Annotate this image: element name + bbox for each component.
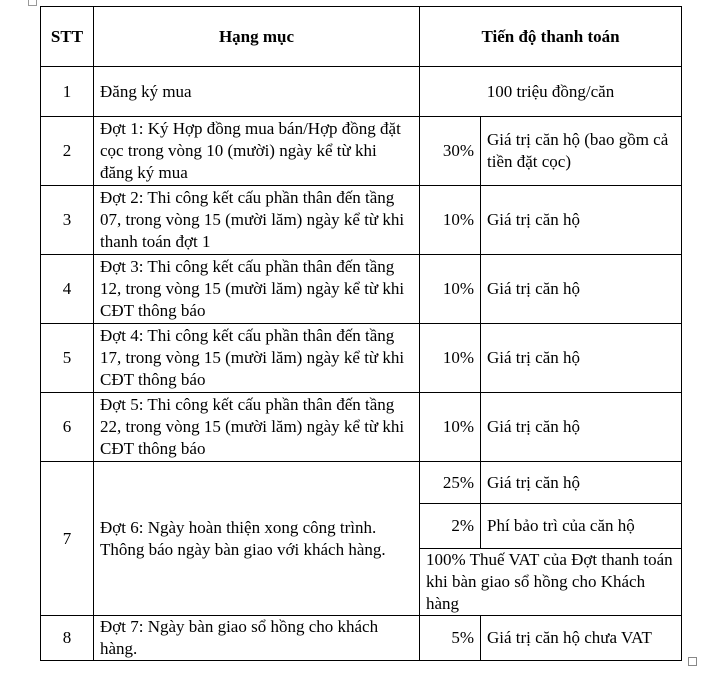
table-row (41, 255, 682, 324)
row-stt: 1 (41, 67, 94, 117)
row-stt: 2 (41, 117, 94, 186)
row-category: Đợt 7: Ngày bàn giao sổ hồng cho khách hàng. (94, 616, 420, 661)
row-category: Đăng ký mua (94, 67, 420, 117)
table-row (41, 324, 682, 393)
row-percent: 10% (420, 393, 481, 462)
row-category: Đợt 2: Thi công kết cấu phần thân đến tầng 07, trong vòng 15 (mười lăm) ngày kể từ khi thanh toán đợt 1 (94, 186, 420, 255)
row-stt: 5 (41, 324, 94, 393)
table-row (41, 186, 682, 255)
row-stt: 7 (41, 462, 94, 616)
row-description: Giá trị căn hộ (481, 255, 682, 324)
row-category: Đợt 1: Ký Hợp đồng mua bán/Hợp đồng đặt cọc trong vòng 10 (mười) ngày kể từ khi đăng ký mua (94, 117, 420, 186)
row-progress: 100 triệu đồng/căn (420, 67, 682, 117)
row-description: Giá trị căn hộ (bao gồm cả tiền đặt cọc) (481, 117, 682, 186)
row-percent: 2% (420, 504, 481, 549)
table-header-row (41, 7, 682, 67)
row-percent: 10% (420, 324, 481, 393)
row-description: Giá trị căn hộ chưa VAT (481, 616, 682, 661)
table-resize-handle[interactable] (688, 657, 697, 666)
row-percent: 5% (420, 616, 481, 661)
row-stt: 4 (41, 255, 94, 324)
row-vat-note: 100% Thuế VAT của Đợt thanh toán khi bàn giao sổ hồng cho Khách hàng (420, 549, 682, 616)
payment-schedule-table (40, 6, 682, 661)
header-stt: STT (41, 7, 94, 67)
table-row (41, 117, 682, 186)
header-progress: Tiến độ thanh toán (420, 7, 682, 67)
table-row (41, 67, 682, 117)
table-row (41, 393, 682, 462)
row-percent: 30% (420, 117, 481, 186)
row-description: Giá trị căn hộ (481, 393, 682, 462)
row-description: Phí bảo trì của căn hộ (481, 504, 682, 549)
row-category: Đợt 6: Ngày hoàn thiện xong công trình. Thông báo ngày bàn giao với khách hàng. (94, 462, 420, 616)
table-row (41, 616, 682, 661)
row-category: Đợt 4: Thi công kết cấu phần thân đến tầng 17, trong vòng 15 (mười lăm) ngày kể từ khi CĐT thông báo (94, 324, 420, 393)
row-description: Giá trị căn hộ (481, 324, 682, 393)
header-category: Hạng mục (94, 7, 420, 67)
table-move-handle[interactable] (28, 0, 37, 6)
row-stt: 8 (41, 616, 94, 661)
row-description: Giá trị căn hộ (481, 462, 682, 504)
table-row (41, 462, 682, 504)
row-category: Đợt 5: Thi công kết cấu phần thân đến tầng 22, trong vòng 15 (mười lăm) ngày kể từ khi CĐT thông báo (94, 393, 420, 462)
row-percent: 10% (420, 255, 481, 324)
row-description: Giá trị căn hộ (481, 186, 682, 255)
row-stt: 6 (41, 393, 94, 462)
row-stt: 3 (41, 186, 94, 255)
row-category: Đợt 3: Thi công kết cấu phần thân đến tầng 12, trong vòng 15 (mười lăm) ngày kể từ khi CĐT thông báo (94, 255, 420, 324)
row-percent: 10% (420, 186, 481, 255)
row-percent: 25% (420, 462, 481, 504)
